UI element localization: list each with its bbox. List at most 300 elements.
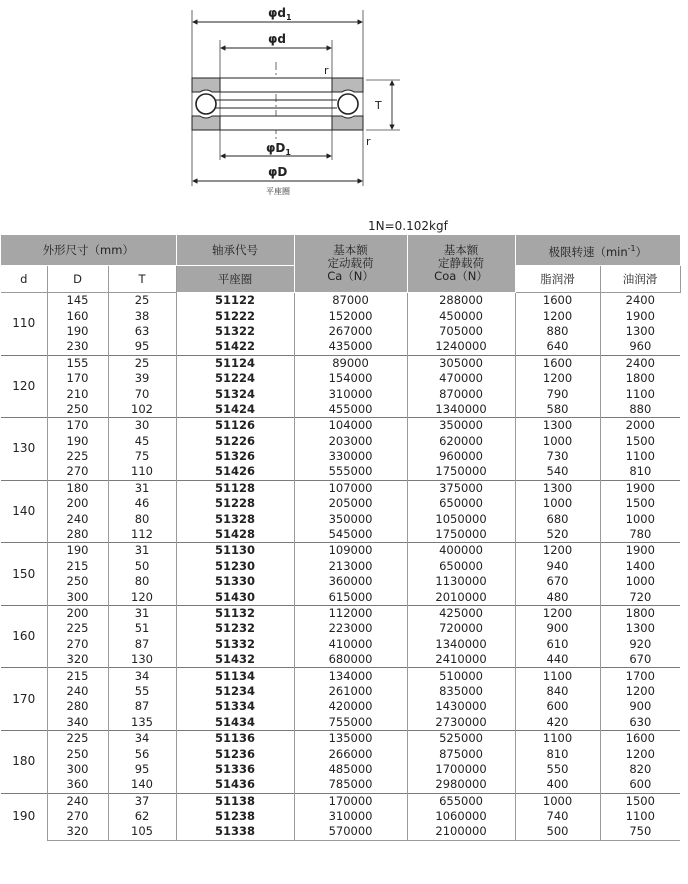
dynamic-load-cell: 89000 bbox=[294, 355, 407, 371]
outer-diameter-cell: 250 bbox=[47, 574, 108, 589]
header-grease: 脂润滑 bbox=[515, 266, 600, 293]
table-row bbox=[1, 496, 680, 511]
bearing-code-cell: 51432 bbox=[176, 652, 294, 668]
outer-diameter-cell: 190 bbox=[47, 543, 108, 559]
height-cell: 31 bbox=[108, 543, 176, 559]
header-code: 轴承代号 bbox=[176, 235, 294, 266]
grease-speed-cell: 640 bbox=[515, 339, 600, 355]
table-row bbox=[1, 293, 680, 309]
dynamic-load-cell: 266000 bbox=[294, 746, 407, 761]
outer-diameter-cell: 155 bbox=[47, 355, 108, 371]
bearing-code-cell: 51132 bbox=[176, 605, 294, 621]
bearing-code-cell: 51430 bbox=[176, 589, 294, 605]
grease-speed-cell: 1000 bbox=[515, 434, 600, 449]
height-cell: 112 bbox=[108, 527, 176, 543]
height-cell: 110 bbox=[108, 464, 176, 480]
height-cell: 130 bbox=[108, 652, 176, 668]
grease-speed-cell: 580 bbox=[515, 402, 600, 418]
bearing-code-cell: 51226 bbox=[176, 434, 294, 449]
oil-speed-cell: 1000 bbox=[625, 511, 655, 526]
height-cell: 51 bbox=[108, 621, 176, 636]
bore-diameter-cell: 150 bbox=[1, 543, 47, 606]
outer-diameter-cell: 300 bbox=[47, 589, 108, 605]
height-cell: 25 bbox=[108, 293, 176, 309]
static-load-cell: 620000 bbox=[407, 434, 515, 449]
oil-speed-cell: 1400 bbox=[625, 558, 655, 573]
header-dims: 外形尺寸（mm） bbox=[1, 235, 176, 266]
bore-diameter-cell: 110 bbox=[1, 293, 47, 356]
static-load-cell: 2010000 bbox=[407, 589, 515, 605]
grease-speed-cell: 500 bbox=[515, 824, 600, 840]
oil-speed-cell: 1200 bbox=[625, 683, 655, 698]
table-row bbox=[1, 777, 680, 793]
grease-speed-cell: 1100 bbox=[515, 730, 600, 746]
oil-speed-cell: 810 bbox=[629, 464, 652, 479]
grease-speed-cell: 790 bbox=[515, 386, 600, 401]
bearing-code-cell: 51324 bbox=[176, 386, 294, 401]
bearing-spec-table bbox=[1, 235, 681, 841]
bearing-code-cell: 51126 bbox=[176, 418, 294, 434]
table-row bbox=[1, 746, 680, 761]
dynamic-load-cell: 112000 bbox=[294, 605, 407, 621]
height-cell: 140 bbox=[108, 777, 176, 793]
bore-diameter-cell: 120 bbox=[1, 355, 47, 418]
grease-speed-cell: 1200 bbox=[515, 308, 600, 323]
table-header bbox=[1, 235, 680, 293]
bearing-code-cell: 51326 bbox=[176, 449, 294, 464]
dynamic-load-cell: 330000 bbox=[294, 449, 407, 464]
bearing-code-cell: 51136 bbox=[176, 730, 294, 746]
svg-text:φD1: $\varphi D_1$ bbox=[266, 141, 291, 157]
outer-diameter-cell: 230 bbox=[47, 339, 108, 355]
height-cell: 95 bbox=[108, 339, 176, 355]
label-T: T bbox=[375, 99, 382, 112]
table-row bbox=[1, 371, 680, 386]
height-cell: 31 bbox=[108, 605, 176, 621]
grease-speed-cell: 400 bbox=[515, 777, 600, 793]
bearing-code-cell: 51428 bbox=[176, 527, 294, 543]
header-code-sub: 平座圈 bbox=[176, 266, 294, 293]
grease-speed-cell: 440 bbox=[515, 652, 600, 668]
table-row bbox=[1, 652, 680, 668]
dynamic-load-cell: 310000 bbox=[294, 809, 407, 824]
oil-speed-cell: 1100 bbox=[625, 386, 655, 401]
static-load-cell: 525000 bbox=[407, 730, 515, 746]
dynamic-load-cell: 350000 bbox=[294, 511, 407, 526]
height-cell: 63 bbox=[108, 324, 176, 339]
dynamic-load-cell: 135000 bbox=[294, 730, 407, 746]
bearing-code-cell: 51236 bbox=[176, 746, 294, 761]
label-r-bottom: r bbox=[366, 135, 371, 148]
dynamic-load-cell: 223000 bbox=[294, 621, 407, 636]
label-D: φD bbox=[268, 165, 288, 179]
height-cell: 105 bbox=[108, 824, 176, 840]
height-cell: 45 bbox=[108, 434, 176, 449]
outer-diameter-cell: 270 bbox=[47, 637, 108, 652]
grease-speed-cell: 730 bbox=[515, 449, 600, 464]
bearing-code-cell: 51436 bbox=[176, 777, 294, 793]
outer-diameter-cell: 280 bbox=[47, 527, 108, 543]
grease-speed-cell: 1000 bbox=[515, 793, 600, 809]
dynamic-load-cell: 435000 bbox=[294, 339, 407, 355]
oil-speed-cell: 1100 bbox=[625, 449, 655, 464]
dynamic-load-cell: 170000 bbox=[294, 793, 407, 809]
height-cell: 80 bbox=[108, 574, 176, 589]
label-d1: φd bbox=[268, 6, 286, 20]
grease-speed-cell: 550 bbox=[515, 762, 600, 777]
height-cell: 75 bbox=[108, 449, 176, 464]
table-row bbox=[1, 434, 680, 449]
header-dynamic-load: 基本额 定动载荷 Ca（N） bbox=[294, 235, 407, 293]
static-load-cell: 1700000 bbox=[407, 762, 515, 777]
ball-right bbox=[338, 94, 358, 114]
grease-speed-cell: 1100 bbox=[515, 668, 600, 684]
dynamic-load-cell: 615000 bbox=[294, 589, 407, 605]
table-row bbox=[1, 730, 680, 746]
height-cell: 56 bbox=[108, 746, 176, 761]
oil-speed-cell: 1300 bbox=[625, 621, 655, 636]
outer-diameter-cell: 145 bbox=[47, 293, 108, 309]
oil-speed-cell: 1800 bbox=[625, 371, 655, 386]
oil-speed-cell: 2000 bbox=[600, 418, 680, 434]
outer-diameter-cell: 225 bbox=[47, 730, 108, 746]
dynamic-load-cell: 485000 bbox=[294, 762, 407, 777]
grease-speed-cell: 1300 bbox=[515, 480, 600, 496]
static-load-cell: 720000 bbox=[407, 621, 515, 636]
oil-speed-cell: 880 bbox=[629, 401, 652, 416]
outer-diameter-cell: 225 bbox=[47, 621, 108, 636]
static-load-cell: 305000 bbox=[407, 355, 515, 371]
static-load-cell: 510000 bbox=[407, 668, 515, 684]
oil-speed-cell: 1600 bbox=[600, 730, 680, 746]
height-cell: 80 bbox=[108, 511, 176, 526]
static-load-cell: 288000 bbox=[407, 293, 515, 309]
bearing-code-cell: 51422 bbox=[176, 339, 294, 355]
dynamic-load-cell: 134000 bbox=[294, 668, 407, 684]
bearing-code-cell: 51124 bbox=[176, 355, 294, 371]
grease-speed-cell: 880 bbox=[515, 324, 600, 339]
dynamic-load-cell: 680000 bbox=[294, 652, 407, 668]
oil-speed-cell: 1000 bbox=[625, 574, 655, 589]
oil-speed-cell: 1500 bbox=[600, 793, 680, 809]
table-row bbox=[1, 449, 680, 464]
table-row bbox=[1, 418, 680, 434]
grease-speed-cell: 600 bbox=[515, 699, 600, 714]
table-row bbox=[1, 308, 680, 323]
dynamic-load-cell: 154000 bbox=[294, 371, 407, 386]
static-load-cell: 375000 bbox=[407, 480, 515, 496]
table-row bbox=[1, 511, 680, 526]
height-cell: 25 bbox=[108, 355, 176, 371]
grease-speed-cell: 1200 bbox=[515, 543, 600, 559]
bore-diameter-cell: 160 bbox=[1, 605, 47, 668]
grease-speed-cell: 420 bbox=[515, 715, 600, 731]
table-row bbox=[1, 762, 680, 777]
static-load-cell: 705000 bbox=[407, 324, 515, 339]
oil-speed-cell: 900 bbox=[629, 699, 652, 714]
table-row bbox=[1, 324, 680, 339]
static-load-cell: 1750000 bbox=[407, 464, 515, 480]
static-load-cell: 835000 bbox=[407, 684, 515, 699]
bore-diameter-cell: 170 bbox=[1, 668, 47, 731]
height-cell: 135 bbox=[108, 715, 176, 731]
bearing-code-cell: 51128 bbox=[176, 480, 294, 496]
height-cell: 70 bbox=[108, 386, 176, 401]
height-cell: 34 bbox=[108, 730, 176, 746]
header-speed: 极限转速$(\min^{-1})$ bbox=[515, 235, 680, 266]
oil-speed-cell: 1900 bbox=[625, 308, 655, 323]
header-oil: 油润滑 bbox=[600, 266, 680, 293]
height-cell: 87 bbox=[108, 637, 176, 652]
oil-speed-cell: 600 bbox=[629, 777, 652, 792]
bore-diameter-cell: 180 bbox=[1, 730, 47, 793]
outer-diameter-cell: 190 bbox=[47, 324, 108, 339]
height-cell: 102 bbox=[108, 402, 176, 418]
table-body bbox=[1, 293, 680, 841]
dynamic-load-cell: 785000 bbox=[294, 777, 407, 793]
grease-speed-cell: 1200 bbox=[515, 605, 600, 621]
bearing-code-cell: 51138 bbox=[176, 793, 294, 809]
oil-speed-cell: 750 bbox=[600, 824, 680, 840]
dynamic-load-cell: 87000 bbox=[294, 293, 407, 309]
static-load-cell: 870000 bbox=[407, 386, 515, 401]
dynamic-load-cell: 203000 bbox=[294, 434, 407, 449]
table-row bbox=[1, 637, 680, 652]
dynamic-load-cell: 570000 bbox=[294, 824, 407, 840]
bearing-code-cell: 51334 bbox=[176, 699, 294, 714]
table-row bbox=[1, 464, 680, 480]
table-row bbox=[1, 684, 680, 699]
oil-speed-cell: 820 bbox=[629, 761, 652, 776]
bearing-code-cell: 51230 bbox=[176, 559, 294, 574]
bearing-code-cell: 51224 bbox=[176, 371, 294, 386]
static-load-cell: 470000 bbox=[407, 371, 515, 386]
dynamic-load-cell: 109000 bbox=[294, 543, 407, 559]
bearing-code-cell: 51234 bbox=[176, 684, 294, 699]
static-load-cell: 400000 bbox=[407, 543, 515, 559]
bearing-code-cell: 51222 bbox=[176, 308, 294, 323]
height-cell: 38 bbox=[108, 308, 176, 323]
table-row bbox=[1, 793, 680, 809]
oil-speed-cell: 2400 bbox=[600, 355, 680, 371]
table-row bbox=[1, 621, 680, 636]
height-cell: 95 bbox=[108, 762, 176, 777]
height-cell: 62 bbox=[108, 809, 176, 824]
grease-speed-cell: 1000 bbox=[515, 496, 600, 511]
shaft-washer bbox=[192, 78, 363, 92]
bearing-code-cell: 51330 bbox=[176, 574, 294, 589]
outer-diameter-cell: 215 bbox=[47, 559, 108, 574]
oil-speed-cell: 1900 bbox=[600, 543, 680, 559]
dynamic-load-cell: 205000 bbox=[294, 496, 407, 511]
table-row bbox=[1, 402, 680, 418]
header-T: T bbox=[108, 266, 176, 293]
ball-left bbox=[196, 94, 216, 114]
table-row bbox=[1, 355, 680, 371]
diagram-caption: 平座圈 bbox=[266, 187, 290, 196]
outer-diameter-cell: 200 bbox=[47, 496, 108, 511]
grease-speed-cell: 610 bbox=[515, 637, 600, 652]
static-load-cell: 425000 bbox=[407, 605, 515, 621]
outer-diameter-cell: 320 bbox=[47, 652, 108, 668]
table-row bbox=[1, 824, 680, 840]
header-D: D bbox=[47, 266, 108, 293]
grease-speed-cell: 940 bbox=[515, 559, 600, 574]
label-D1: φD bbox=[266, 141, 286, 155]
bearing-code-cell: 51238 bbox=[176, 809, 294, 824]
outer-diameter-cell: 360 bbox=[47, 777, 108, 793]
dynamic-load-cell: 555000 bbox=[294, 464, 407, 480]
bearing-code-cell: 51338 bbox=[176, 824, 294, 840]
table-row bbox=[1, 527, 680, 543]
bearing-code-cell: 51332 bbox=[176, 637, 294, 652]
unit-conversion: 1N=0.102kgf bbox=[368, 219, 448, 233]
dynamic-load-cell: 545000 bbox=[294, 527, 407, 543]
grease-speed-cell: 1300 bbox=[515, 418, 600, 434]
height-cell: 50 bbox=[108, 559, 176, 574]
static-load-cell: 875000 bbox=[407, 746, 515, 761]
dynamic-load-cell: 261000 bbox=[294, 684, 407, 699]
grease-speed-cell: 520 bbox=[515, 527, 600, 543]
outer-diameter-cell: 270 bbox=[47, 809, 108, 824]
table-row bbox=[1, 559, 680, 574]
outer-diameter-cell: 340 bbox=[47, 715, 108, 731]
header-static-load: 基本额 定静载荷 Coa（N） bbox=[407, 235, 515, 293]
static-load-cell: 655000 bbox=[407, 793, 515, 809]
height-cell: 120 bbox=[108, 589, 176, 605]
outer-diameter-cell: 250 bbox=[47, 402, 108, 418]
height-cell: 37 bbox=[108, 793, 176, 809]
outer-diameter-cell: 160 bbox=[47, 308, 108, 323]
bearing-code-cell: 51130 bbox=[176, 543, 294, 559]
bearing-code-cell: 51232 bbox=[176, 621, 294, 636]
grease-speed-cell: 670 bbox=[515, 574, 600, 589]
oil-speed-cell: 670 bbox=[629, 652, 652, 667]
bore-diameter-cell: 190 bbox=[1, 793, 47, 840]
dynamic-load-cell: 213000 bbox=[294, 559, 407, 574]
height-cell: 39 bbox=[108, 371, 176, 386]
outer-diameter-cell: 270 bbox=[47, 464, 108, 480]
header-d: d bbox=[1, 266, 47, 293]
dynamic-load-cell: 455000 bbox=[294, 402, 407, 418]
table-row bbox=[1, 605, 680, 621]
oil-speed-cell: 1700 bbox=[600, 668, 680, 684]
label-d: φd bbox=[268, 32, 286, 46]
static-load-cell: 1340000 bbox=[407, 402, 515, 418]
bearing-code-cell: 51322 bbox=[176, 324, 294, 339]
table-row bbox=[1, 543, 680, 559]
grease-speed-cell: 540 bbox=[515, 464, 600, 480]
bearing-code-cell: 51426 bbox=[176, 464, 294, 480]
static-load-cell: 2410000 bbox=[407, 652, 515, 668]
outer-diameter-cell: 190 bbox=[47, 434, 108, 449]
svg-text:φd1: $\varphi d_1$ bbox=[268, 6, 292, 22]
grease-speed-cell: 900 bbox=[515, 621, 600, 636]
oil-speed-cell: 1200 bbox=[625, 746, 655, 761]
table-row bbox=[1, 715, 680, 731]
outer-diameter-cell: 240 bbox=[47, 793, 108, 809]
height-cell: 31 bbox=[108, 480, 176, 496]
bearing-code-cell: 51122 bbox=[176, 293, 294, 309]
table-row bbox=[1, 809, 680, 824]
static-load-cell: 2100000 bbox=[407, 824, 515, 840]
height-cell: 34 bbox=[108, 668, 176, 684]
static-load-cell: 2980000 bbox=[407, 777, 515, 793]
dynamic-load-cell: 104000 bbox=[294, 418, 407, 434]
table-row bbox=[1, 574, 680, 589]
outer-diameter-cell: 250 bbox=[47, 746, 108, 761]
outer-diameter-cell: 240 bbox=[47, 684, 108, 699]
static-load-cell: 1340000 bbox=[407, 637, 515, 652]
bearing-diagram bbox=[0, 0, 688, 210]
grease-speed-cell: 480 bbox=[515, 589, 600, 605]
static-load-cell: 1240000 bbox=[407, 339, 515, 355]
outer-diameter-cell: 200 bbox=[47, 605, 108, 621]
grease-speed-cell: 740 bbox=[515, 809, 600, 824]
oil-speed-cell: 2400 bbox=[600, 293, 680, 309]
outer-diameter-cell: 210 bbox=[47, 386, 108, 401]
bearing-code-cell: 51434 bbox=[176, 715, 294, 731]
housing-washer bbox=[192, 116, 363, 130]
static-load-cell: 1750000 bbox=[407, 527, 515, 543]
outer-diameter-cell: 320 bbox=[47, 824, 108, 840]
table-row bbox=[1, 339, 680, 355]
table-row bbox=[1, 589, 680, 605]
table-row bbox=[1, 668, 680, 684]
oil-speed-cell: 1300 bbox=[625, 323, 655, 338]
static-load-cell: 1130000 bbox=[407, 574, 515, 589]
static-load-cell: 650000 bbox=[407, 496, 515, 511]
outer-diameter-cell: 300 bbox=[47, 762, 108, 777]
dynamic-load-cell: 410000 bbox=[294, 637, 407, 652]
grease-speed-cell: 1200 bbox=[515, 371, 600, 386]
table-row bbox=[1, 480, 680, 496]
dynamic-load-cell: 152000 bbox=[294, 308, 407, 323]
static-load-cell: 1430000 bbox=[407, 699, 515, 714]
dynamic-load-cell: 420000 bbox=[294, 699, 407, 714]
outer-diameter-cell: 180 bbox=[47, 480, 108, 496]
grease-speed-cell: 1600 bbox=[515, 293, 600, 309]
height-cell: 55 bbox=[108, 684, 176, 699]
outer-diameter-cell: 170 bbox=[47, 371, 108, 386]
bearing-code-cell: 51336 bbox=[176, 762, 294, 777]
oil-speed-cell: 780 bbox=[629, 527, 652, 542]
outer-diameter-cell: 225 bbox=[47, 449, 108, 464]
static-load-cell: 2730000 bbox=[407, 715, 515, 731]
dynamic-load-cell: 755000 bbox=[294, 715, 407, 731]
oil-speed-cell: 960 bbox=[629, 339, 652, 354]
bearing-code-cell: 51328 bbox=[176, 511, 294, 526]
height-cell: 87 bbox=[108, 699, 176, 714]
static-load-cell: 960000 bbox=[407, 449, 515, 464]
grease-speed-cell: 1600 bbox=[515, 355, 600, 371]
oil-speed-cell: 720 bbox=[629, 589, 652, 604]
oil-speed-cell: 1800 bbox=[600, 605, 680, 621]
grease-speed-cell: 840 bbox=[515, 684, 600, 699]
table-row bbox=[1, 699, 680, 714]
bearing-code-cell: 51228 bbox=[176, 496, 294, 511]
outer-diameter-cell: 240 bbox=[47, 511, 108, 526]
outer-diameter-cell: 170 bbox=[47, 418, 108, 434]
grease-speed-cell: 810 bbox=[515, 746, 600, 761]
dynamic-load-cell: 107000 bbox=[294, 480, 407, 496]
static-load-cell: 1050000 bbox=[407, 511, 515, 526]
static-load-cell: 650000 bbox=[407, 559, 515, 574]
bearing-code-cell: 51134 bbox=[176, 668, 294, 684]
dynamic-load-cell: 360000 bbox=[294, 574, 407, 589]
table-row bbox=[1, 386, 680, 401]
outer-diameter-cell: 215 bbox=[47, 668, 108, 684]
